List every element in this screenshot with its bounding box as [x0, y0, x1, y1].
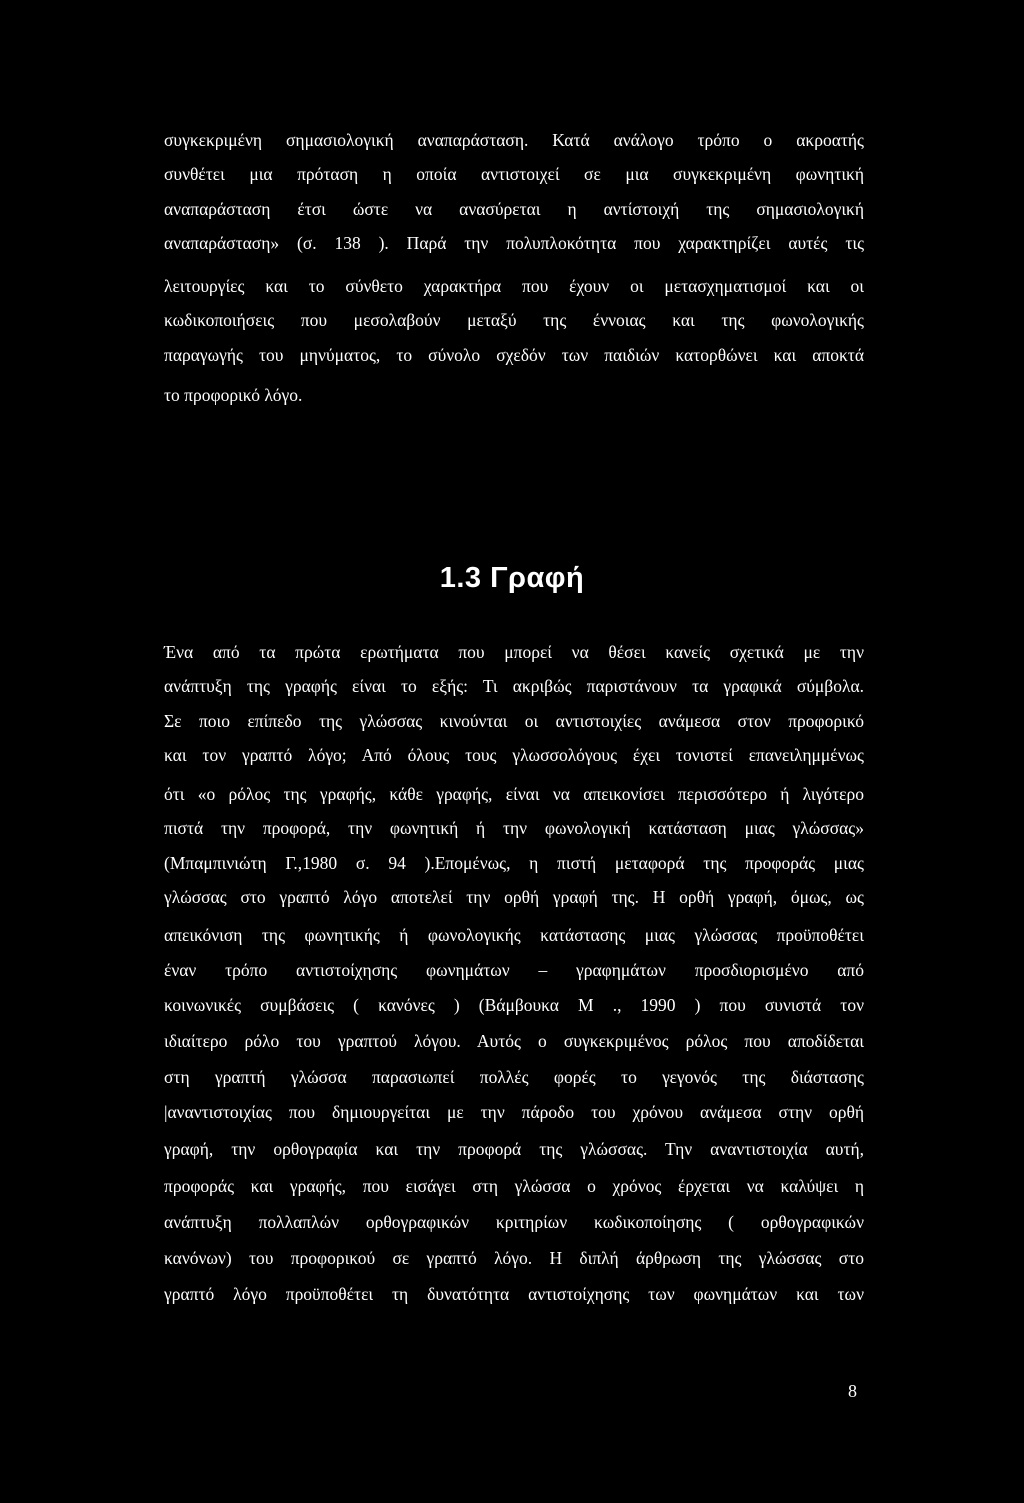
- text-line: αναπαράσταση» (σ. 138 ). Παρά την πολυπλοκότητα που χαρακτηρίζει αυτές τις: [164, 233, 864, 253]
- section-heading: 1.3 Γραφή: [439, 562, 585, 594]
- text-line: (Μπαμπινιώτη Γ.,1980 σ. 94 ).Επομένως, η πιστή μεταφορά της προφοράς μιας: [164, 853, 864, 873]
- text-line: γλώσσας στο γραπτό λόγο αποτελεί την ορθή γραφή της. Η ορθή γραφή, όμως, ως: [164, 887, 864, 907]
- text-line: ότι «ο ρόλος της γραφής, κάθε γραφής, είναι να απεικονίσει περισσότερο ή λιγότερο: [164, 784, 864, 804]
- text-line: λειτουργίες και το σύνθετο χαρακτήρα που έχουν οι μετασχηματισμοί και οι: [164, 276, 864, 296]
- page-number: 8: [848, 1381, 857, 1401]
- text-line: απεικόνιση της φωνητικής ή φωνολογικής κατάστασης μιας γλώσσας προϋποθέτει: [164, 925, 864, 945]
- text-line: αναπαράσταση έτσι ώστε να ανασύρεται η αντίστοιχή της σημασιολογική: [164, 199, 864, 219]
- text-line: κανόνων) του προφορικού σε γραπτό λόγο. Η διπλή άρθρωση της γλώσσας στο: [164, 1248, 864, 1268]
- text-line: συνθέτει μια πρόταση η οποία αντιστοιχεί σε μια συγκεκριμένη φωνητική: [164, 164, 864, 184]
- text-line: έναν τρόπο αντιστοίχησης φωνημάτων – γραφημάτων προσδιορισμένο από: [164, 960, 864, 980]
- text-line: ανάπτυξη της γραφής είναι το εξής: Τι ακριβώς παριστάνουν τα γραφικά σύμβολα.: [164, 676, 864, 696]
- text-line: Σε ποιο επίπεδο της γλώσσας κινούνται οι αντιστοιχίες ανάμεσα στον προφορικό: [164, 711, 864, 731]
- text-line: στη γραπτή γλώσσα παρασιωπεί πολλές φορές το γεγονός της διάστασης: [164, 1067, 864, 1087]
- text-line: συγκεκριμένη σημασιολογική αναπαράσταση. Κατά ανάλογο τρόπο ο ακροατής: [164, 130, 864, 150]
- text-line: γραπτό λόγο προϋποθέτει τη δυνατότητα αντιστοίχησης των φωνημάτων και των: [164, 1284, 864, 1304]
- text-line: γραφή, την ορθογραφία και την προφορά της γλώσσας. Την αναντιστοιχία αυτή,: [164, 1139, 864, 1159]
- text-line: πιστά την προφορά, την φωνητική ή την φωνολογική κατάσταση μιας γλώσσας»: [164, 818, 864, 838]
- text-line: προφοράς και γραφής, που εισάγει στη γλώσσα ο χρόνος έρχεται να καλύψει η: [164, 1176, 864, 1196]
- text-line: ιδιαίτερο ρόλο του γραπτού λόγου. Αυτός ο συγκεκριμένος ρόλος που αποδίδεται: [164, 1031, 864, 1051]
- text-line: κωδικοποιήσεις που μεσολαβούν μεταξύ της έννοιας και της φωνολογικής: [164, 310, 864, 330]
- text-line: |αναντιστοιχίας που δημιουργείται με την πάροδο του χρόνου ανάμεσα στην ορθή: [164, 1102, 864, 1122]
- text-line: παραγωγής του μηνύματος, το σύνολο σχεδόν των παιδιών κατορθώνει και αποκτά: [164, 345, 864, 365]
- text-line: και τον γραπτό λόγο; Από όλους τους γλωσσολόγους έχει τονιστεί επανειλημμένως: [164, 745, 864, 765]
- text-line: το προφορικό λόγο.: [164, 385, 303, 405]
- text-line: κοινωνικές συμβάσεις ( κανόνες ) (Βάμβουκα Μ ., 1990 ) που συνιστά τον: [164, 995, 864, 1015]
- text-line: ανάπτυξη πολλαπλών ορθογραφικών κριτηρίων κωδικοποίησης ( ορθογραφικών: [164, 1212, 864, 1232]
- text-line: Ένα από τα πρώτα ερωτήματα που μπορεί να θέσει κανείς σχετικά με την: [164, 642, 864, 662]
